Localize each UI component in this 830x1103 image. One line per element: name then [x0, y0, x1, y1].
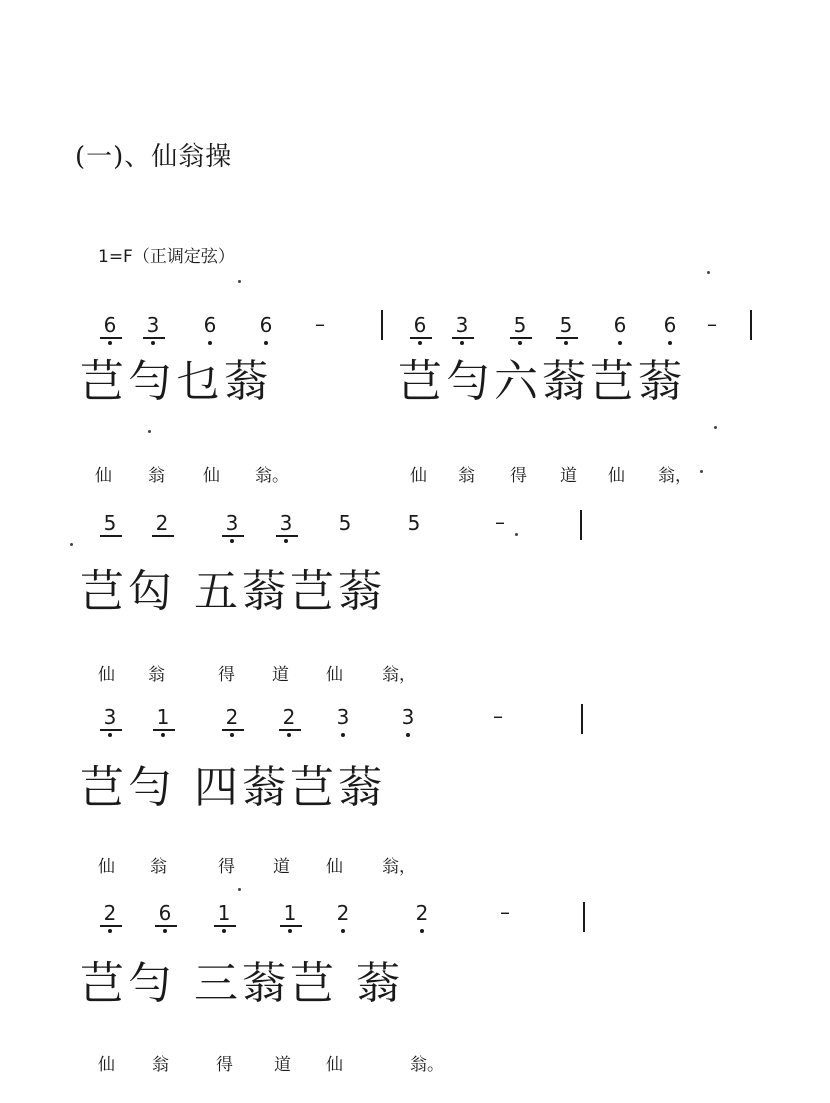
- lyric: 得: [218, 857, 235, 877]
- note: 2: [152, 512, 172, 534]
- scan-speck: [148, 430, 151, 433]
- lyric: 仙: [326, 1055, 343, 1075]
- note: 3: [276, 512, 296, 534]
- lyric: 仙: [203, 466, 220, 486]
- lyric: 道: [273, 857, 290, 877]
- scan-speck: [707, 271, 710, 274]
- lyric: 得: [218, 665, 235, 685]
- bar-line: [581, 704, 583, 734]
- note: 6: [660, 314, 680, 336]
- note: 6: [610, 314, 630, 336]
- lyric: 翁: [150, 857, 167, 877]
- scan-speck: [70, 543, 73, 546]
- note: 6: [200, 314, 220, 336]
- sustain-dash: –: [500, 900, 510, 924]
- lyric: 得: [216, 1055, 233, 1075]
- note: 2: [412, 902, 432, 924]
- note: 5: [407, 511, 421, 535]
- note: 2: [279, 706, 299, 728]
- scan-speck: [238, 280, 241, 283]
- lyric: 仙: [326, 857, 343, 877]
- bar-line: [381, 310, 383, 340]
- lyric: 仙: [608, 466, 625, 486]
- tablature-phrase: 芑勻 四蓊芑蓊: [80, 762, 386, 813]
- tablature-phrase: 芑勻六蓊芑蓊: [398, 356, 686, 407]
- lyric: 翁，: [382, 857, 416, 877]
- lyric: 翁: [148, 665, 165, 685]
- lyric: 得: [510, 466, 527, 486]
- lyric: 道: [274, 1055, 291, 1075]
- lyric: 仙: [98, 857, 115, 877]
- key-signature: 1=F（正调定弦）: [98, 247, 235, 267]
- lyric: 翁，: [658, 466, 692, 486]
- note: 3: [398, 706, 418, 728]
- sustain-dash: –: [315, 312, 325, 336]
- note: 3: [100, 706, 120, 728]
- lyric: 翁: [148, 466, 165, 486]
- scan-speck: [238, 888, 241, 891]
- lyric: 仙: [95, 466, 112, 486]
- scan-speck: [700, 470, 703, 473]
- note: 6: [155, 902, 175, 924]
- note: 6: [100, 314, 120, 336]
- scan-speck: [714, 426, 717, 429]
- lyric: 翁。: [410, 1055, 444, 1075]
- note: 2: [333, 902, 353, 924]
- note: 3: [452, 314, 472, 336]
- lyric: 仙: [98, 1055, 115, 1075]
- bar-line: [750, 310, 752, 340]
- lyric: 道: [560, 466, 577, 486]
- note: 1: [214, 902, 234, 924]
- scan-speck: [515, 533, 518, 536]
- note: 3: [143, 314, 163, 336]
- bar-line: [580, 510, 582, 540]
- lyric: 翁: [458, 466, 475, 486]
- tablature-phrase: 芑勻乜蓊: [80, 356, 272, 407]
- sustain-dash: –: [493, 704, 503, 728]
- note: 3: [333, 706, 353, 728]
- tablature-phrase: 芑勻 三蓊芑 蓊: [80, 958, 404, 1009]
- page-title: (一)、仙翁操: [75, 142, 233, 172]
- note: 5: [556, 314, 576, 336]
- tablature-phrase: 芑匃 五蓊芑蓊: [80, 566, 386, 617]
- lyric: 仙: [326, 665, 343, 685]
- note: 5: [338, 511, 352, 535]
- sustain-dash: –: [495, 510, 505, 534]
- lyric: 道: [272, 665, 289, 685]
- note: 3: [222, 512, 242, 534]
- note: 1: [280, 902, 300, 924]
- sustain-dash: –: [707, 312, 717, 336]
- bar-line: [583, 902, 585, 932]
- lyric: 翁。: [255, 466, 289, 486]
- note: 2: [222, 706, 242, 728]
- lyric: 翁: [152, 1055, 169, 1075]
- note: 2: [100, 902, 120, 924]
- lyric: 翁，: [382, 665, 416, 685]
- lyric: 仙: [98, 665, 115, 685]
- lyric: 仙: [410, 466, 427, 486]
- note: 5: [510, 314, 530, 336]
- note: 5: [100, 512, 120, 534]
- note: 6: [410, 314, 430, 336]
- note: 1: [153, 706, 173, 728]
- note: 6: [256, 314, 276, 336]
